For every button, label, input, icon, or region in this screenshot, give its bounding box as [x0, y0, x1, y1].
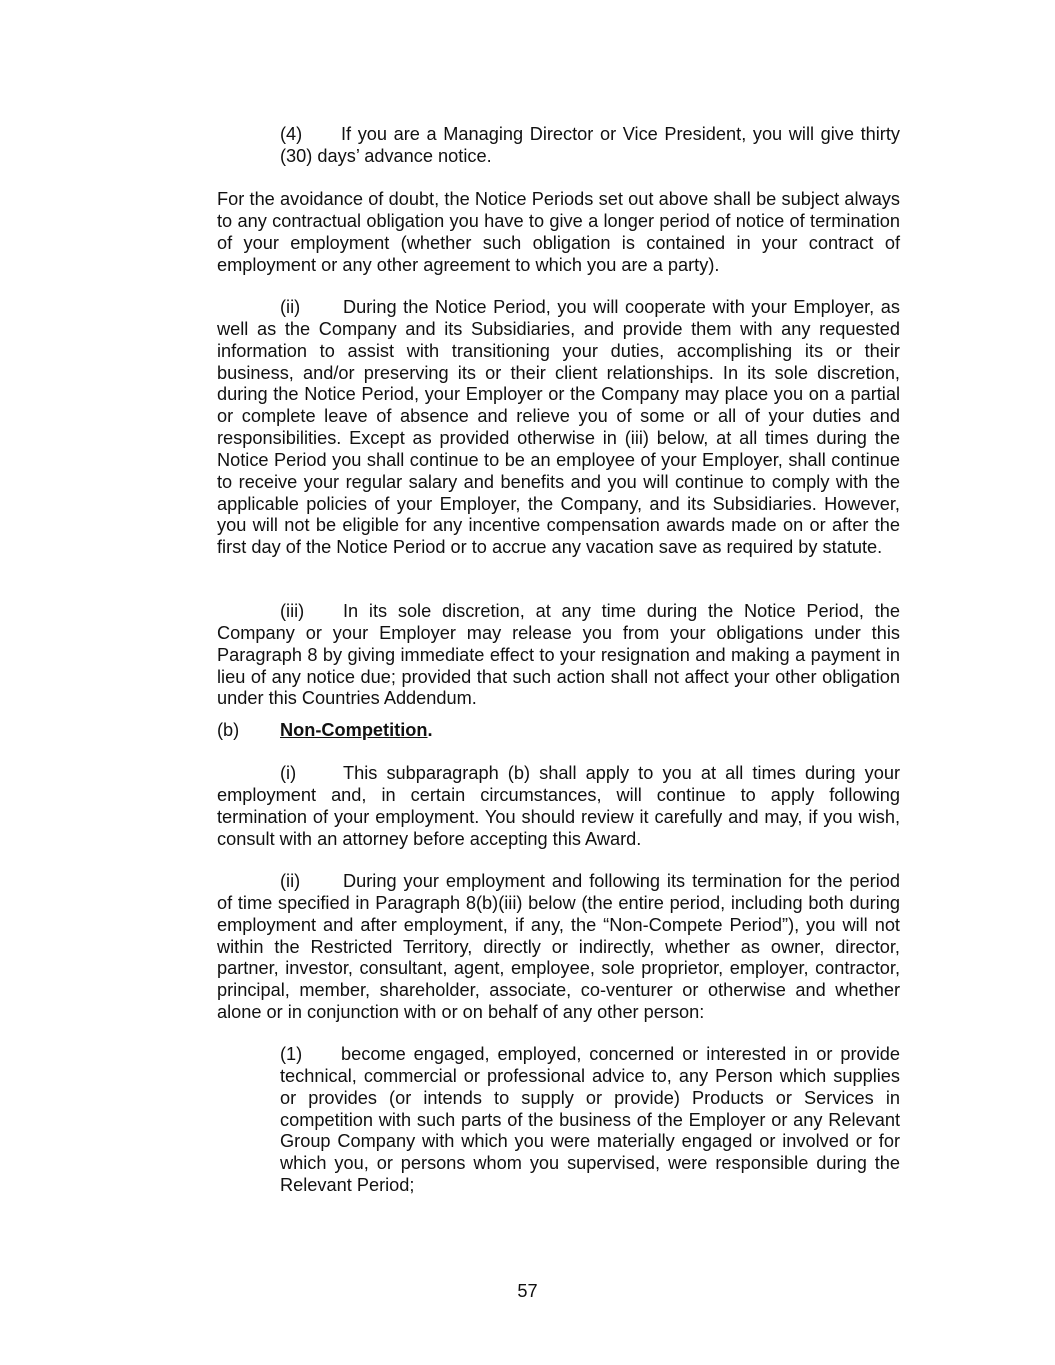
item-4-number: (4) [280, 124, 303, 144]
notice-iii-label: (iii) [280, 601, 305, 621]
b-ii-text: During your employment and following its termination for the period of time specified in Paragraph 8(b)(iii) below (the entire period, including both during employment and after employment, if any, the “Non-Compete Period”), you will not within the Restricted Territory, directly or indirectly, whether as owner, director, partner, investor, consultant, agent, employee, sole proprietor, employer, contractor, principal, member, shareholder, associate, co-venturer or otherwise and whether alone or in conjunction with or on behalf of any other person: [217, 871, 900, 1023]
notice-ii-label: (ii) [280, 297, 301, 317]
section-b-title: Non-Competition [280, 720, 428, 740]
section-b-heading [217, 720, 433, 742]
b-ii-label: (ii) [280, 871, 301, 891]
page-number: 57 [517, 1281, 538, 1301]
avoidance-paragraph: For the avoidance of doubt, the Notice Periods set out above shall be subject always to any contractual obligation you have to give a longer period of notice of termination of your employment (whether such obligation is contained in your contract of employment or any other agreement to which you are a party). [217, 189, 900, 275]
notice-ii-paragraph [217, 297, 900, 559]
section-b-label: (b) [217, 720, 240, 740]
b-ii-1-paragraph [280, 1044, 900, 1197]
section-b-title-suffix: . [427, 720, 433, 740]
b-ii-1-text: become engaged, employed, concerned or interested in or provide technical, commercial or professional advice to, any Person which supplies or provides (or intends to supply or provide) Products or Services in competition with such parts of the business of the Employer or any Relevant Group Company with which you were materially engaged or involved or for which you, or persons whom you supervised, were responsible during the Relevant Period; [280, 1044, 900, 1196]
b-i-paragraph [217, 763, 900, 850]
item-4-text: If you are a Managing Director or Vice President, you will give thirty (30) days’ advance notice. [280, 124, 900, 166]
notice-iii-text: In its sole discretion, at any time during the Notice Period, the Company or your Employer may release you from your obligations under this Paragraph 8 by giving immediate effect to your resignation and making a payment in lieu of any notice due; provided that such action shall not affect your other obligation under this Countries Addendum. [217, 601, 900, 709]
notice-ii-text: During the Notice Period, you will cooperate with your Employer, as well as the Company and its Subsidiaries, and provide them with any requested information to assist with transitioning your duties, accomplishing its or their business, and/or preserving its or their client relationships. In its sole discretion, during the Notice Period, your Employer or the Company may place you on a partial or complete leave of absence and relieve you of some or all of your duties and responsibilities. Except as provided otherwise in (iii) below, at all times during the Notice Period you shall continue to be an employee of your Employer, shall continue to receive your regular salary and benefits and you will continue to comply with the applicable policies of your Employer, the Company, and its Subsidiaries. However, you will not be eligible for any incentive compensation awards made on or after the first day of the Notice Period or to accrue any vacation save as required by statute. [217, 297, 900, 558]
b-ii-1-number: (1) [280, 1044, 303, 1064]
item-4-paragraph [280, 124, 900, 168]
b-i-label: (i) [280, 763, 297, 783]
b-i-text: This subparagraph (b) shall apply to you at all times during your employment and, in certain circumstances, will continue to apply following termination of your employment. You should review it carefully and may, if you wish, consult with an attorney before accepting this Award. [217, 763, 900, 849]
notice-iii-paragraph [217, 601, 900, 710]
b-ii-paragraph [217, 871, 900, 1024]
